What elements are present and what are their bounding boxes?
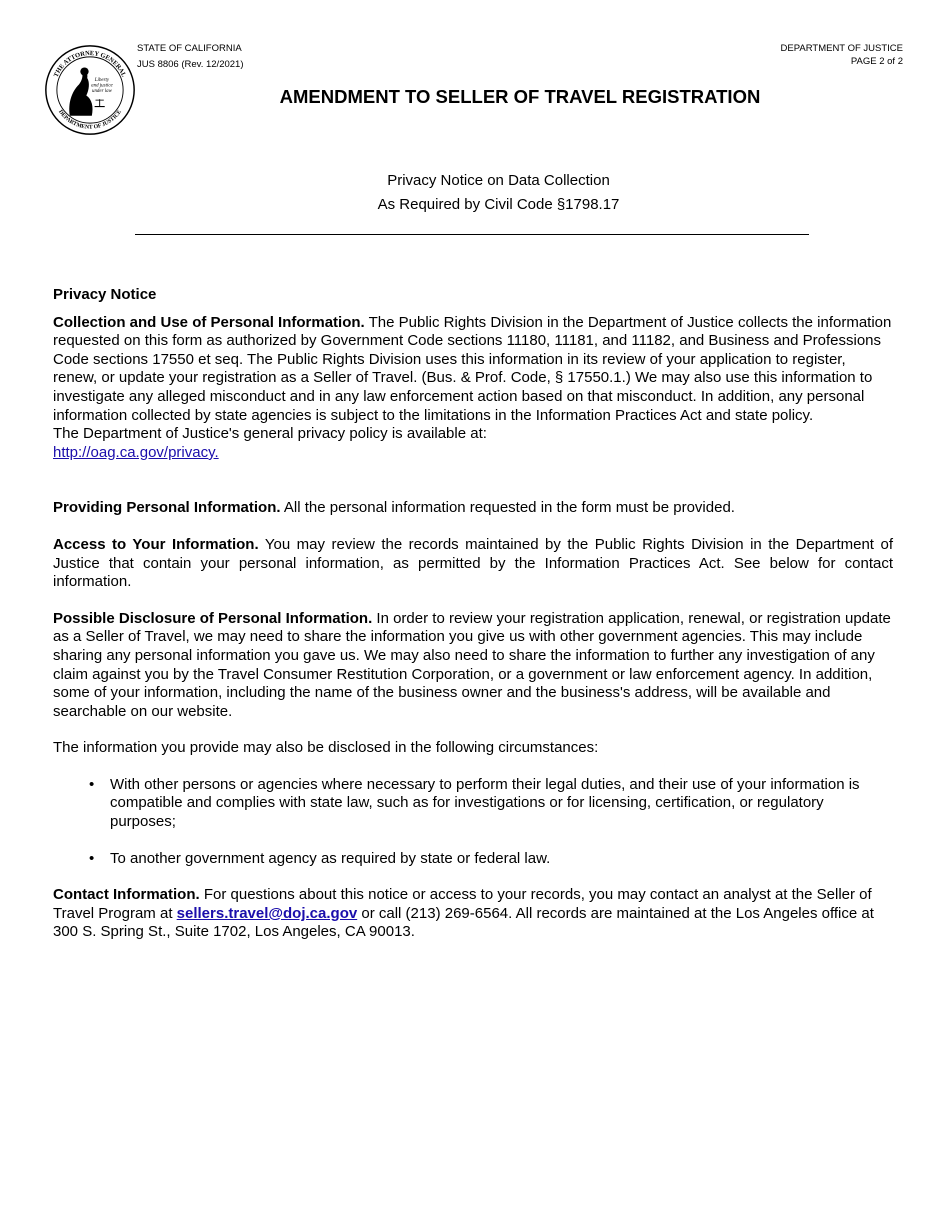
privacy-notice-body [53,286,893,942]
list-item-text: To another government agency as required by state or federal law. [110,849,551,867]
seal-motto-line-1: Liberty [94,77,110,83]
providing-label: Providing Personal Information. [53,499,281,517]
providing-paragraph [53,499,893,518]
contact-paragraph [53,886,893,942]
contact-text-after: or call (213) 269-6564. All records are maintained at the Los Angeles office at 300 S. Spring St., Suite 1702, Los Angeles, CA 90013. [53,904,874,941]
page-title: AMENDMENT TO SELLER OF TRAVEL REGISTRATION [279,86,761,107]
list-item-text: With other persons or agencies where necessary to perform their legal duties, and their use of your information is compatible and complies with state law, such as for investigations or for licensing, certification, or regulatory purposes; [110,775,860,831]
seal-text-top: THE ATTORNEY GENERAL [52,49,128,79]
disclosure-text: In order to review your registration application, renewal, or registration update as a Seller of Travel, we may need to share the information you give us with other government agencies. This may include sharing any personal information you gave us. We may also need to share the information to further any investigation of any claim against you by the Travel Consumer Restitution Corporation, or a government or law enforcement agency. In addition, some of your information, including the name of the business owner and the business's address, will be available and searchable on our website. [53,609,891,720]
collection-text: The Public Rights Division in the Department of Justice collects the information requested on this form as authorized by Government Code sections 11180, 11181, and 11182, and Business and Professions Code sections 17550 et seq. The Public Rights Division uses this information in its review of your application to register, renew, or update your registration as a Seller of Travel. (Bus. & Prof. Code, § 17550.1.) We may also use this information to investigate any alleged misconduct and in any law enforcement action based on that misconduct. In addition, any personal information collected by state agencies is subject to the limitations in the Information Practices Act and state policy. [53,313,892,424]
bullet-icon: • [89,849,95,867]
subtitle-line-2: As Required by Civil Code §1798.17 [377,196,620,213]
collection-label: Collection and Use of Personal Information. [53,313,365,331]
disclosure-label: Possible Disclosure of Personal Information. [53,609,373,627]
list-item [53,850,893,869]
attorney-general-seal [44,44,136,136]
form-number: JUS 8806 (Rev. 12/2021) [137,59,244,70]
department-label: DEPARTMENT OF JUSTICE [780,43,903,54]
state-label: STATE OF CALIFORNIA [137,43,242,54]
disclosure-paragraph [53,610,893,722]
privacy-notice-heading-text: Privacy Notice [53,286,157,303]
page-number: PAGE 2 of 2 [850,56,903,67]
contact-email-link[interactable]: sellers.travel@doj.ca.gov [176,904,358,922]
circumstances-intro: The information you provide may also be disclosed in the following circumstances: [53,739,599,757]
privacy-policy-link[interactable]: http://oag.ca.gov/privacy. [53,443,219,461]
contact-text-before: For questions about this notice or access to your records, you may contact an analyst at the Seller of Travel Program at [53,886,872,922]
circumstances-list [53,776,893,868]
privacy-notice-heading [53,286,893,305]
title-divider [135,234,809,235]
list-item [53,776,893,832]
seal-text-bottom: DEPARTMENT OF JUSTICE [57,109,123,131]
collection-paragraph [53,314,893,426]
access-label: Access to Your Information. [53,535,259,553]
privacy-policy-line: The Department of Justice's general privacy policy is available at: [53,425,487,443]
seal-motto-line-3: under law [91,88,112,94]
subtitle-line-1: Privacy Notice on Data Collection [387,172,610,189]
contact-label: Contact Information. [53,886,200,904]
access-text: You may review the records maintained by the Public Rights Division in the Department of Justice that contain your personal information, as permitted by the Information Practices Act. See below for contact information. [53,535,893,591]
seal-motto-line-2: and justice [91,83,113,89]
access-paragraph [53,536,893,592]
bullet-icon: • [89,775,95,793]
providing-text: All the personal information requested in the form must be provided. [280,499,735,517]
